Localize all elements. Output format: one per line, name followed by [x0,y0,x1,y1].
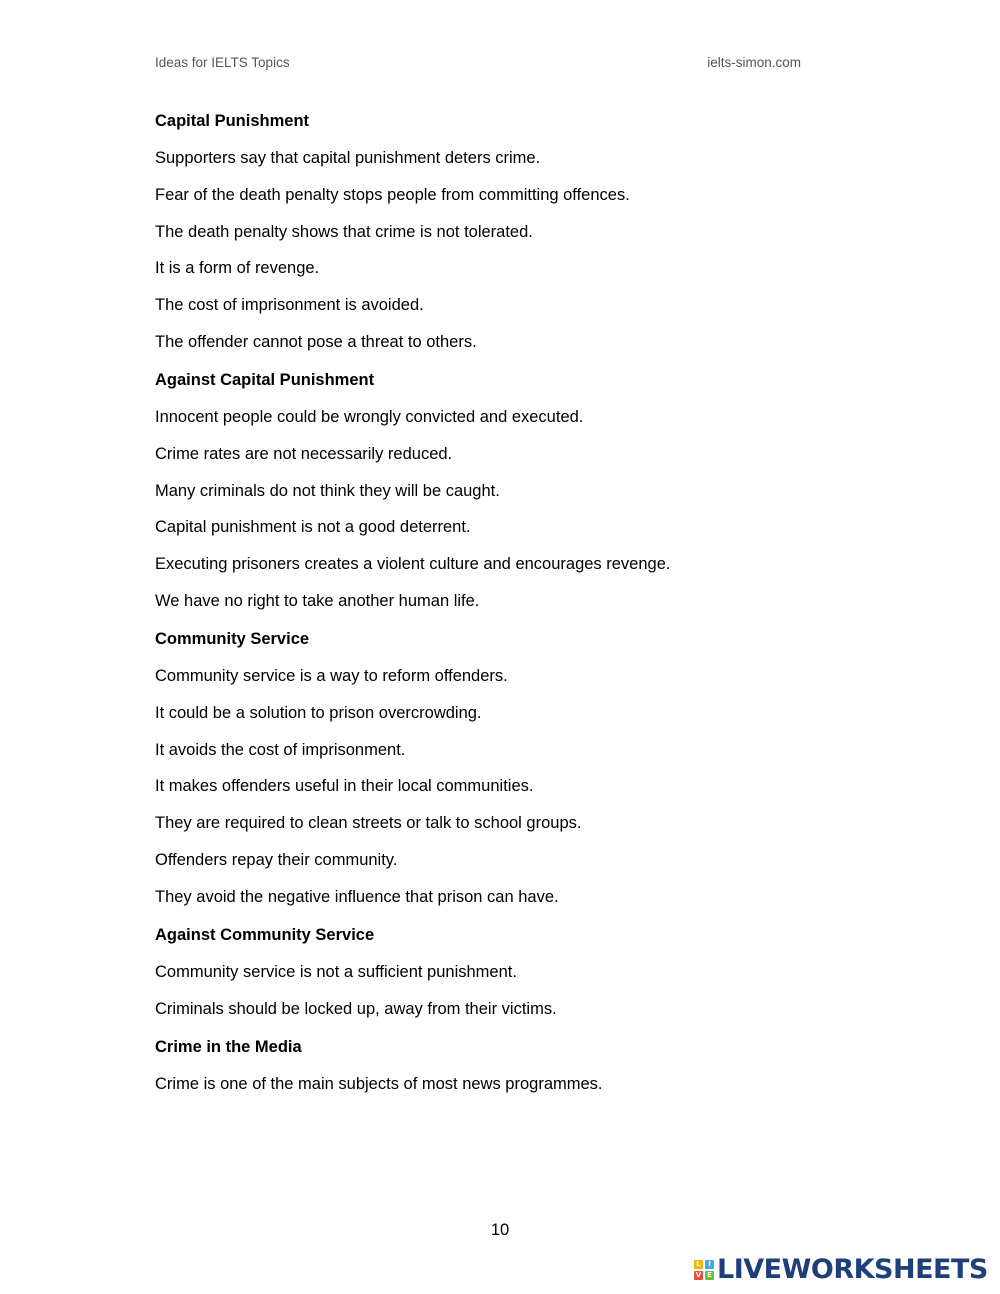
text-line: Criminals should be locked up, away from their victims. [155,999,557,1018]
text-line: Many criminals do not think they will be caught. [155,481,500,500]
text-line: Innocent people could be wrongly convicted and executed. [155,407,584,426]
text-line: It makes offenders useful in their local communities. [155,777,534,796]
text-line: Executing prisoners creates a violent culture and encourages revenge. [155,555,671,574]
logo-mark-cell: L [694,1260,703,1269]
text-line: The death penalty shows that crime is not tolerated. [155,222,533,241]
text-line: The cost of imprisonment is avoided. [155,296,424,315]
document-body [155,111,835,1112]
text-line: Crime is one of the main subjects of most news programmes. [155,1074,603,1093]
text-line: We have no right to take another human life. [155,591,480,610]
section-crime-in-the-media [155,1037,835,1094]
section-heading: Against Community Service [155,925,375,944]
section-capital-punishment [155,111,835,352]
text-line: Fear of the death penalty stops people from committing offences. [155,185,630,204]
page-number: 10 [490,1221,510,1239]
liveworksheets-mark-icon [694,1260,714,1280]
text-line: Community service is a way to reform offenders. [155,666,508,685]
text-line: It could be a solution to prison overcrowding. [155,703,482,722]
section-against-community-service [155,925,835,1019]
liveworksheets-wordmark: LIVEWORKSHEETS [717,1254,988,1285]
text-line: They are required to clean streets or talk to school groups. [155,814,582,833]
text-line: Supporters say that capital punishment deters crime. [155,149,541,167]
section-heading: Against Capital Punishment [155,370,375,389]
logo-mark-cell: V [695,1271,702,1279]
text-line: It avoids the cost of imprisonment. [155,740,406,759]
text-line: Capital punishment is not a good deterrent. [155,518,471,537]
text-line: Community service is not a sufficient punishment. [155,962,517,981]
text-line: Offenders repay their community. [155,850,398,869]
text-line: The offender cannot pose a threat to others. [155,332,477,351]
logo-mark-cell: I [705,1260,714,1269]
header-website: ielts-simon.com [707,55,801,70]
section-heading: Capital Punishment [155,112,310,130]
section-heading: Crime in the Media [155,1037,302,1056]
liveworksheets-logo[interactable] [694,1255,988,1285]
text-line: They avoid the negative influence that prison can have. [155,887,559,906]
section-heading: Community Service [155,629,310,648]
logo-mark-cell: E [705,1271,714,1280]
header-title: Ideas for IELTS Topics [155,55,290,70]
section-against-capital-punishment [155,370,835,611]
section-community-service [155,629,835,907]
text-line: Crime rates are not necessarily reduced. [155,444,453,463]
text-line: It is a form of revenge. [155,259,320,278]
